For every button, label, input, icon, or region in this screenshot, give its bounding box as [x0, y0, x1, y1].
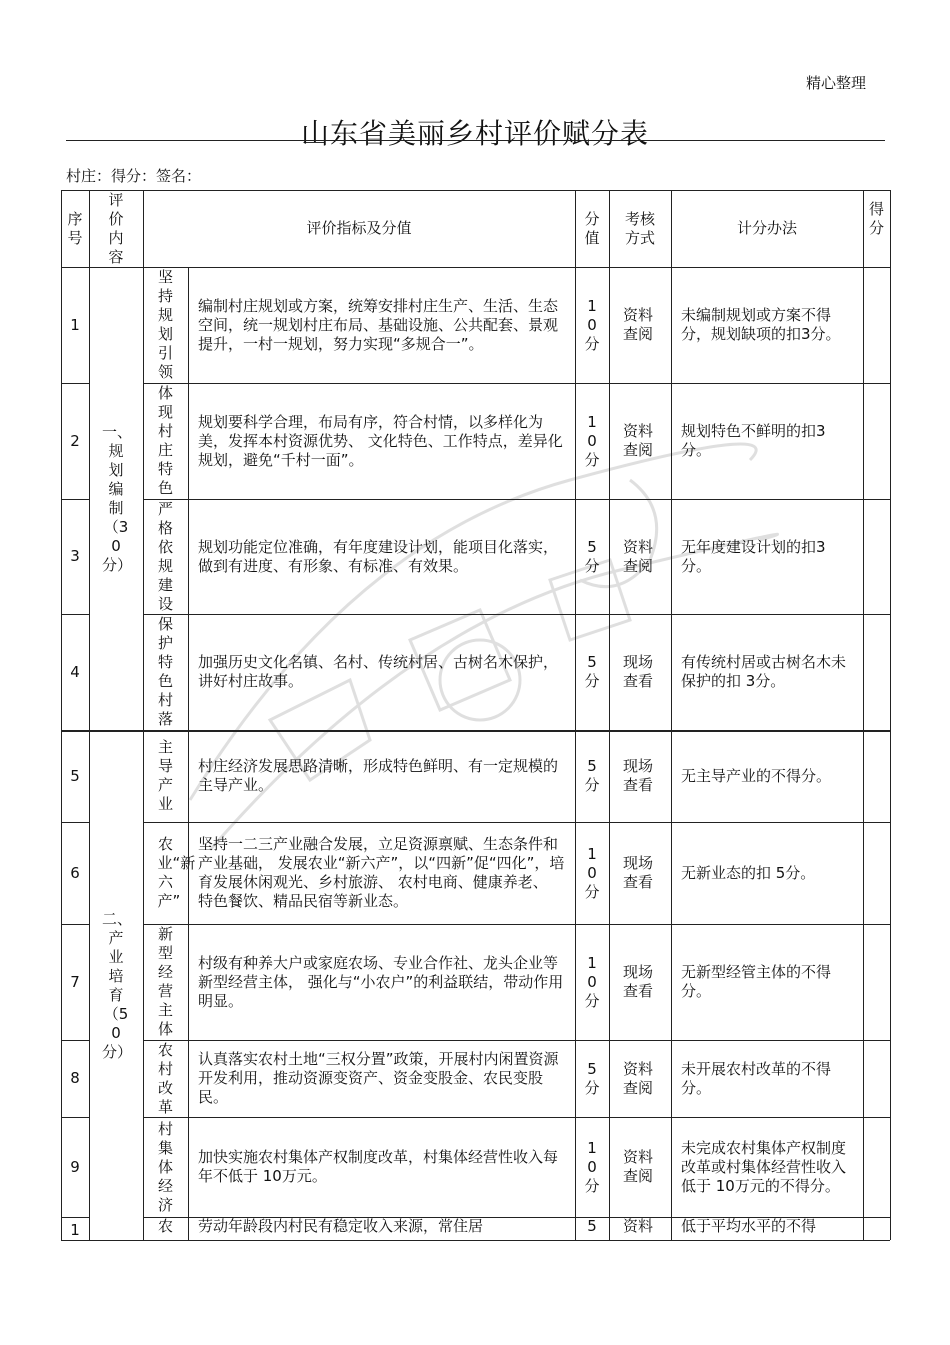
- grid-line-v: [671, 190, 672, 1240]
- row-scoring-rule: [681, 822, 855, 924]
- row-scoring-rule: [681, 614, 855, 730]
- row-score: [575, 730, 609, 822]
- grid-line-v: [89, 190, 90, 1240]
- grid-line-h: [61, 924, 89, 925]
- row-method: [609, 1040, 671, 1117]
- row-indicator-text: [198, 267, 565, 383]
- row-number: 4: [70, 662, 80, 681]
- row-subcategory: [143, 1217, 188, 1240]
- row-method: [609, 614, 671, 730]
- row-got-score-cell[interactable]: [863, 1117, 890, 1217]
- grid-line-h: [61, 383, 89, 384]
- grid-line-h: [143, 1040, 890, 1041]
- grid-line-h: [61, 730, 890, 732]
- row-got-score-cell[interactable]: [863, 499, 890, 614]
- row-scoring-rule: [681, 924, 855, 1040]
- section-industry-label: 二、产业培育（50分）: [102, 909, 133, 1061]
- row-method-label: 资料查阅: [623, 1148, 654, 1185]
- row-got-score-cell[interactable]: [863, 822, 890, 924]
- row-score-label: 5分: [584, 757, 600, 794]
- col-header-indicator-label: 评价指标及分值: [306, 219, 412, 237]
- row-subcategory-label: 保护特色村落: [157, 615, 173, 728]
- row-scoring-rule-label: 低于平均水平的不得: [681, 1217, 817, 1235]
- row-method-label: 现场查看: [623, 653, 654, 690]
- row-score-label: 10分: [584, 296, 600, 353]
- row-indicator-text: [198, 822, 565, 924]
- row-subcategory: [143, 267, 188, 383]
- grid-line-v: [863, 190, 864, 1240]
- col-header-content-label: 评价内容: [108, 190, 124, 266]
- row-method-label: 资料查阅: [623, 537, 654, 575]
- row-method: [609, 1217, 671, 1240]
- row-subcategory: [143, 924, 188, 1040]
- row-method: [609, 1117, 671, 1217]
- grid-line-h: [143, 383, 890, 384]
- row-subcategory-label: 农: [157, 1217, 173, 1235]
- row-score: [575, 267, 609, 383]
- col-header-method: [609, 190, 671, 267]
- row-indicator-text-content: 加快实施农村集体产权制度改革，村集体经营性收入每年不低于 10万元。: [198, 1148, 559, 1185]
- col-header-seq: [61, 190, 89, 267]
- grid-line-h: [61, 822, 89, 823]
- row-method: [609, 730, 671, 822]
- row-subcategory-label: 新型经营主体: [157, 925, 173, 1038]
- row-number: 7: [70, 972, 80, 991]
- row-scoring-rule-label: 无主导产业的不得分。: [681, 766, 832, 785]
- section-planning: [89, 268, 143, 730]
- row-indicator-text-content: 认真落实农村土地“三权分置”政策，开展村内闲置资源开发利用，推动资源变资产、资金变股金、农民变股民。: [198, 1050, 559, 1106]
- row-number: 1: [70, 1221, 80, 1239]
- row-score: [575, 499, 609, 614]
- grid-line-h: [61, 614, 89, 615]
- row-got-score-cell[interactable]: [863, 383, 890, 499]
- row-number: 6: [70, 863, 80, 882]
- row-got-score-cell[interactable]: [863, 1040, 890, 1117]
- row-scoring-rule: [681, 1040, 855, 1117]
- row-indicator-text-content: 村庄经济发展思路清晰，形成特色鲜明、有一定规模的主导产业。: [198, 757, 559, 794]
- row-number: 9: [70, 1157, 80, 1176]
- row-indicator-text-content: 坚持一二三产业融合发展，立足资源禀赋、生态条件和产业基础， 发展农业“新六产”，以“四新”促“四化”，培育发展休闲观光、乡村旅游、 农村电商、健康养老、 特色餐饮、精品民宿等新业态。: [198, 835, 565, 910]
- row-method: [609, 924, 671, 1040]
- grid-line-h: [61, 190, 890, 191]
- row-indicator-text: [198, 730, 565, 822]
- grid-line-v: [575, 190, 576, 1240]
- row-number: 2: [70, 431, 80, 450]
- grid-line-v: [188, 267, 189, 1240]
- grid-line-v: [609, 190, 610, 1240]
- row-number: 3: [70, 547, 80, 565]
- grid-line-h: [143, 1217, 890, 1218]
- row-indicator-text: [198, 499, 565, 614]
- row-score-label: 5: [587, 1217, 597, 1235]
- row-subcategory-label: 体现村庄特色: [157, 384, 173, 497]
- row-score-label: 10分: [584, 844, 600, 901]
- row-subcategory-label: 农村改革: [157, 1040, 173, 1116]
- grid-line-v: [143, 190, 144, 1240]
- row-method-label: 资料查阅: [623, 422, 654, 459]
- row-indicator-text-content: 村级有种养大户或家庭农场、专业合作社、龙头企业等新型经营主体， 强化与“小农户”的利益联结，带动作用明显。: [198, 953, 564, 1010]
- row-subcategory-label: 农业“新六产”: [157, 835, 196, 910]
- row-number: 5: [70, 766, 80, 785]
- col-header-got: [863, 200, 890, 267]
- row-indicator-text: [198, 1040, 565, 1117]
- grid-line-h: [143, 499, 890, 500]
- row-score: [575, 924, 609, 1040]
- row-score-label: 10分: [584, 953, 600, 1010]
- row-scoring-rule-label: 未开展农村改革的不得分。: [681, 1059, 832, 1097]
- row-method-label: 现场查看: [623, 757, 654, 794]
- row-subcategory: [143, 614, 188, 730]
- row-subcategory: [143, 1117, 188, 1217]
- row-subcategory-label: 村集体经济: [157, 1119, 173, 1214]
- row-method: [609, 499, 671, 614]
- col-header-score-label: 分值: [584, 209, 600, 247]
- row-got-score-cell[interactable]: [863, 730, 890, 822]
- grid-line-h: [61, 1240, 890, 1241]
- meta-line: 村庄：得分：签名：: [66, 167, 202, 185]
- row-score: [575, 614, 609, 730]
- grid-line-h: [61, 267, 890, 268]
- grid-line-h: [61, 1117, 89, 1118]
- col-header-rule-label: 计分办法: [736, 219, 797, 237]
- row-number: 1: [70, 315, 80, 334]
- row-scoring-rule-label: 有传统村居或古树名木未保护的扣 3分。: [681, 653, 847, 690]
- row-scoring-rule-label: 未编制规划或方案不得分，规划缺项的扣3分。: [681, 306, 841, 343]
- row-got-score-cell[interactable]: [863, 267, 890, 383]
- row-scoring-rule: [681, 267, 855, 383]
- row-subcategory: [143, 1040, 188, 1117]
- row-subcategory: [143, 499, 188, 614]
- grid-line-h: [61, 499, 89, 500]
- document-title: 山东省美丽乡村评价赋分表: [300, 117, 649, 150]
- row-number: 8: [70, 1069, 80, 1087]
- row-indicator-text-content: 编制村庄规划或方案，统筹安排村庄生产、生活、生态空间，统一规划村庄布局、基础设施、公共配套、景观提升，一村一规划，努力实现“多规合一”。: [198, 296, 559, 353]
- grid-line-h: [143, 924, 890, 925]
- row-indicator-text: [198, 1217, 565, 1240]
- row-score-label: 5分: [584, 537, 600, 575]
- row-score: [575, 1217, 609, 1240]
- row-scoring-rule: [681, 383, 855, 499]
- row-method: [609, 383, 671, 499]
- row-method-label: 现场查看: [623, 963, 654, 1000]
- row-indicator-text: [198, 614, 565, 730]
- row-scoring-rule: [681, 499, 855, 614]
- row-indicator-text-content: 劳动年龄段内村民有稳定收入来源，常住居: [198, 1217, 484, 1235]
- section-industry: [89, 731, 143, 1240]
- col-header-score: [575, 190, 609, 267]
- grid-line-h: [143, 614, 890, 615]
- row-got-score-cell[interactable]: [863, 924, 890, 1040]
- row-method-label: 资料查阅: [623, 1059, 654, 1097]
- row-indicator-text-content: 规划功能定位准确，有年度建设计划，能项目化落实，做到有进度、有形象、有标准、有效果。: [198, 537, 559, 575]
- grid-line-h: [143, 1117, 890, 1118]
- row-subcategory: [143, 383, 188, 499]
- row-score-label: 5分: [584, 653, 600, 690]
- grid-line-v: [61, 190, 62, 1240]
- col-header-content: [89, 190, 143, 267]
- col-header-indicator: [143, 190, 575, 267]
- section-planning-label: 一、规划编制（30分）: [102, 423, 133, 574]
- row-method-label: 资料: [623, 1217, 654, 1235]
- col-header-rule: [671, 190, 863, 267]
- row-indicator-text: [198, 1117, 565, 1217]
- title-underline: [66, 140, 885, 141]
- row-score: [575, 1117, 609, 1217]
- row-method: [609, 822, 671, 924]
- row-score: [575, 1040, 609, 1117]
- row-scoring-rule-label: 规划特色不鲜明的扣3分。: [681, 422, 826, 459]
- row-indicator-text: [198, 383, 565, 499]
- row-scoring-rule: [681, 1217, 855, 1240]
- row-method: [609, 267, 671, 383]
- row-scoring-rule-label: 无新型经管主体的不得分。: [681, 963, 832, 1000]
- row-subcategory: [143, 730, 188, 822]
- row-scoring-rule: [681, 730, 855, 822]
- grid-line-h: [61, 1217, 89, 1218]
- row-score-label: 10分: [584, 1138, 600, 1195]
- col-header-seq-label: 序号: [67, 209, 83, 247]
- header-note: 精心整理: [806, 74, 867, 92]
- row-indicator-text-content: 规划要科学合理，布局有序，符合村情，以多样化为美，发挥本村资源优势、 文化特色、工作特点，差异化规划，避免“千村一面”。: [198, 412, 563, 469]
- row-subcategory-label: 严格依规建设: [157, 499, 173, 613]
- row-score-label: 5分: [584, 1059, 600, 1097]
- grid-line-v: [890, 190, 891, 1240]
- row-method-label: 现场查看: [623, 854, 654, 891]
- row-subcategory: [143, 822, 196, 924]
- row-indicator-text-content: 加强历史文化名镇、名村、传统村居、古树名木保护，讲好村庄故事。: [198, 653, 559, 690]
- row-method-label: 资料查阅: [623, 306, 654, 343]
- col-header-method-label: 考核方式: [624, 209, 655, 247]
- row-scoring-rule-label: 无新业态的扣 5分。: [681, 863, 816, 882]
- row-scoring-rule-label: 未完成农村集体产权制度改革或村集体经营性收入低于 10万元的不得分。: [681, 1138, 847, 1195]
- row-scoring-rule: [681, 1117, 855, 1217]
- row-got-score-cell[interactable]: [863, 1217, 890, 1240]
- grid-line-h: [143, 822, 890, 823]
- row-score-label: 10分: [584, 412, 600, 469]
- row-subcategory-label: 主导产业: [157, 738, 173, 813]
- grid-line-h: [61, 1040, 89, 1041]
- row-indicator-text: [198, 924, 565, 1040]
- row-score: [575, 822, 609, 924]
- row-scoring-rule-label: 无年度建设计划的扣3分。: [681, 537, 826, 575]
- row-score: [575, 383, 609, 499]
- row-got-score-cell[interactable]: [863, 614, 890, 730]
- row-subcategory-label: 坚持规划引领: [157, 268, 173, 381]
- col-header-got-label: 得分: [868, 200, 884, 237]
